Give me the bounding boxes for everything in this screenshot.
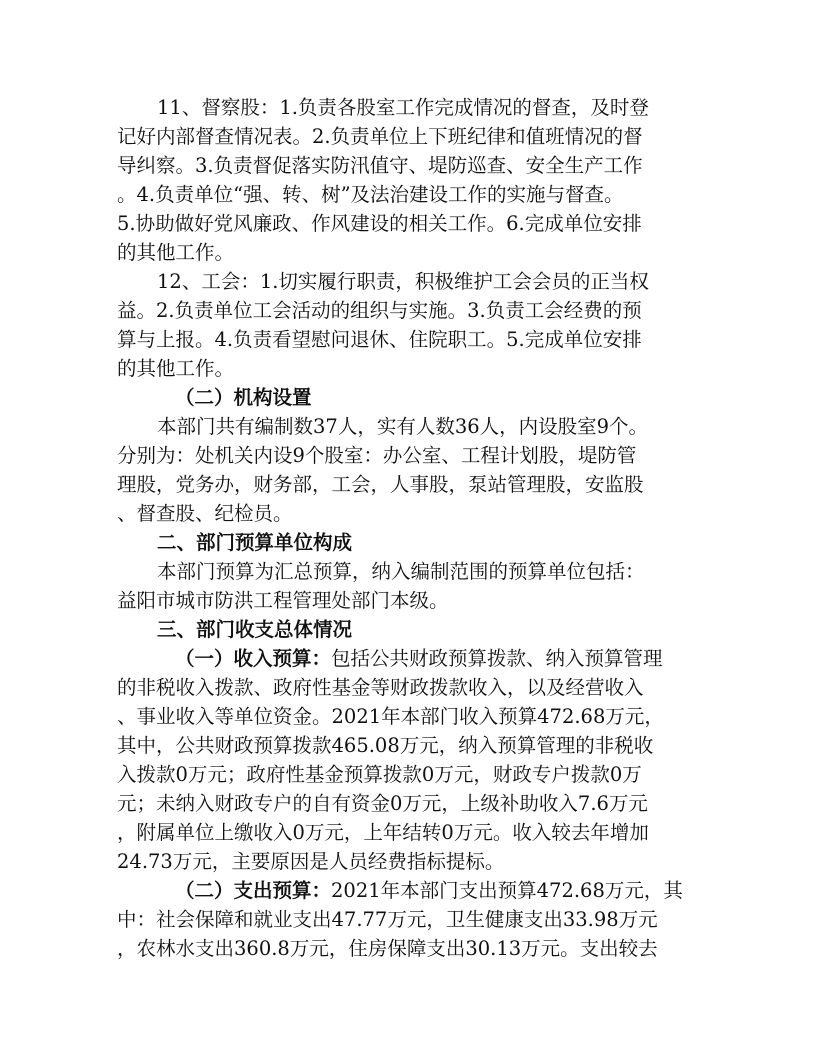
text-line: ，附属单位上缴收入0万元，上年结转0万元。收入较去年增加 — [117, 821, 649, 844]
text-line: 本部门预算为汇总预算，纳入编制范围的预算单位包括： — [157, 560, 645, 583]
text-line: 益。2.负责单位工会活动的组织与实施。3.负责工会经费的预 — [117, 299, 642, 322]
text-line: 11、督察股：1.负责各股室工作完成情况的督查，及时登 — [157, 96, 649, 119]
text-run: 2021年本部门支出预算472.68万元，其 — [331, 879, 683, 902]
text-line: 分别为：处机关内设9个股室：办公室、工程计划股，堤防管 — [117, 444, 637, 467]
text-line: 的其他工作。 — [117, 357, 235, 380]
text-line: 中：社会保障和就业支出47.77万元，卫生健康支出33.98万元 — [117, 908, 658, 931]
text-line: 入拨款0万元；政府性基金预算拨款0万元，财政专户拨款0万 — [117, 763, 642, 786]
text-line: 5.协助做好党风廉政、作风建设的相关工作。6.完成单位安排 — [117, 212, 642, 235]
text-line: 导纠察。3.负责督促落实防汛值守、堤防巡查、安全生产工作 — [117, 154, 643, 177]
text-line: 记好内部督查情况表。2.负责单位上下班纪律和值班情况的督 — [117, 125, 643, 148]
text-line: 其中，公共财政预算拨款465.08万元，纳入预算管理的非税收 — [117, 734, 654, 757]
text-line: 12、工会：1.切实履行职责，积极维护工会会员的正当权 — [157, 270, 649, 293]
text-line — [175, 876, 707, 906]
section-heading: （二）机构设置 — [175, 386, 312, 409]
text-line: 算与上报。4.负责看望慰问退休、住院职工。5.完成单位安排 — [117, 328, 642, 351]
text-line: 理股，党务办，财务部，工会，人事股，泵站管理股，安监股 — [117, 473, 644, 496]
section-heading: 三、部门收支总体情况 — [157, 618, 353, 641]
text-line: 24.73万元，主要原因是人员经费指标提标。 — [117, 850, 505, 873]
text-line: ，农林水支出360.8万元，住房保障支出30.13万元。支出较去 — [117, 937, 658, 960]
text-line: 。4.负责单位“强、转、树”及法治建设工作的实施与督查。 — [117, 183, 624, 206]
section-heading: 二、部门预算单位构成 — [157, 531, 353, 554]
text-line: 本部门共有编制数37人，实有人数36人，内设股室9个。 — [157, 415, 649, 438]
inline-heading: （二）支出预算： — [175, 879, 332, 902]
text-line: 、事业收入等单位资金。2021年本部门收入预算472.68万元， — [117, 705, 664, 728]
text-line: 、督查股、纪检员。 — [117, 502, 293, 525]
text-line: 的其他工作。 — [117, 241, 235, 264]
text-line: 的非税收入拨款、政府性基金等财政拨款收入，以及经营收入 — [117, 676, 644, 699]
text-run: 包括公共财政预算拨款、纳入预算管理 — [331, 647, 663, 670]
text-line: 元；未纳入财政专户的自有资金0万元，上级补助收入7.6万元 — [117, 792, 648, 815]
text-line — [175, 644, 707, 674]
inline-heading: （一）收入预算： — [175, 647, 332, 670]
text-line: 益阳市城市防洪工程管理处部门本级。 — [117, 589, 449, 612]
